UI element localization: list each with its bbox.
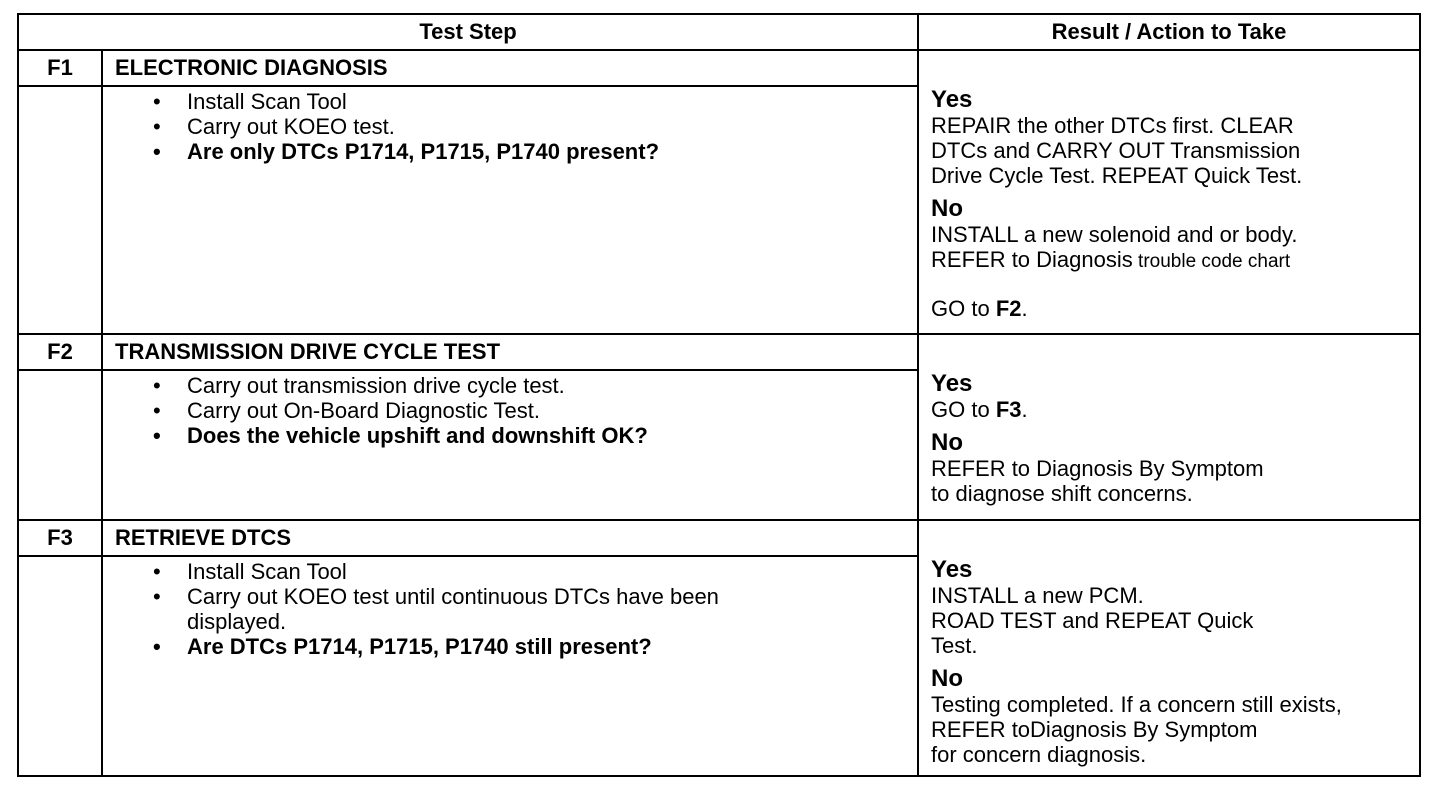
no-label: No — [931, 195, 964, 222]
step-f2-result — [918, 334, 1420, 520]
step-body — [102, 86, 918, 334]
diagnostic-table — [17, 13, 1421, 777]
yes-line: INSTALL a new PCM. — [931, 583, 1144, 608]
yes-line: Test. — [931, 633, 978, 658]
step-question: • Are only DTCs P1714, P1715, P1740 present? — [153, 139, 909, 164]
step-id: F2 — [18, 334, 102, 370]
step-items — [153, 373, 909, 448]
goto-suffix: . — [1021, 296, 1028, 321]
yes-line: REPAIR the other DTCs first. CLEAR — [931, 113, 1294, 138]
list-item: • Install Scan Tool — [153, 89, 909, 114]
step-f1-title-row — [18, 50, 1420, 86]
goto-target: F2 — [995, 296, 1022, 321]
step-f3-result — [918, 520, 1420, 776]
no-line: Testing completed. If a concern still exists, — [931, 692, 1342, 717]
refer-text: REFER to Diagnosis — [931, 247, 1133, 272]
no-line: to diagnose shift concerns. — [931, 481, 1193, 506]
step-question: • Are DTCs P1714, P1715, P1740 still present? — [153, 634, 909, 659]
list-item: • Install Scan Tool — [153, 559, 909, 584]
no-label: No — [931, 665, 964, 692]
yes-line: DTCs and CARRY OUT Transmission — [931, 138, 1301, 163]
goto-prefix: GO to — [931, 296, 996, 321]
refer-small-text: trouble code chart — [1132, 251, 1291, 272]
step-id: F1 — [18, 50, 102, 86]
yes-label: Yes — [931, 86, 973, 113]
goto-suffix: . — [1021, 397, 1028, 422]
step-f3-title-row — [18, 520, 1420, 556]
no-line: INSTALL a new solenoid and or body. — [931, 222, 1298, 247]
yes-label: Yes — [931, 556, 973, 583]
step-id: F3 — [18, 520, 102, 556]
no-label: No — [931, 429, 964, 456]
goto-target: F3 — [995, 397, 1022, 422]
list-item: • Carry out transmission drive cycle test. — [153, 373, 909, 398]
yes-label: Yes — [931, 370, 973, 397]
table-header-row — [18, 14, 1420, 50]
no-line: REFER toDiagnosis By Symptom — [931, 717, 1258, 742]
diagnostic-page — [17, 13, 1419, 775]
step-f2-title-row — [18, 334, 1420, 370]
goto-prefix: GO to — [931, 397, 996, 422]
list-item: • Carry out KOEO test. — [153, 114, 909, 139]
step-items — [153, 559, 909, 659]
blank-cell — [18, 86, 102, 334]
yes-line — [931, 397, 1411, 422]
header-test-step: Test Step — [18, 14, 918, 50]
header-result-action: Result / Action to Take — [918, 14, 1420, 50]
yes-line: Drive Cycle Test. REPEAT Quick Test. — [931, 163, 1303, 188]
step-question: • Does the vehicle upshift and downshift OK? — [153, 423, 909, 448]
step-title: TRANSMISSION DRIVE CYCLE TEST — [102, 334, 918, 370]
goto-line — [931, 296, 1411, 321]
step-items — [153, 89, 909, 164]
step-title: RETRIEVE DTCS — [102, 520, 918, 556]
blank-cell — [18, 556, 102, 776]
step-body — [102, 370, 918, 520]
no-line: for concern diagnosis. — [931, 742, 1147, 767]
no-line — [931, 247, 1411, 274]
yes-line: ROAD TEST and REPEAT Quick — [931, 608, 1254, 633]
list-item: • Carry out On-Board Diagnostic Test. — [153, 398, 909, 423]
no-line: REFER to Diagnosis By Symptom — [931, 456, 1264, 481]
step-f1-result — [918, 50, 1420, 334]
blank-cell — [18, 370, 102, 520]
step-title: ELECTRONIC DIAGNOSIS — [102, 50, 918, 86]
list-item: • Carry out KOEO test until continuous DTCs have been displayed. — [153, 584, 909, 634]
step-body — [102, 556, 918, 776]
